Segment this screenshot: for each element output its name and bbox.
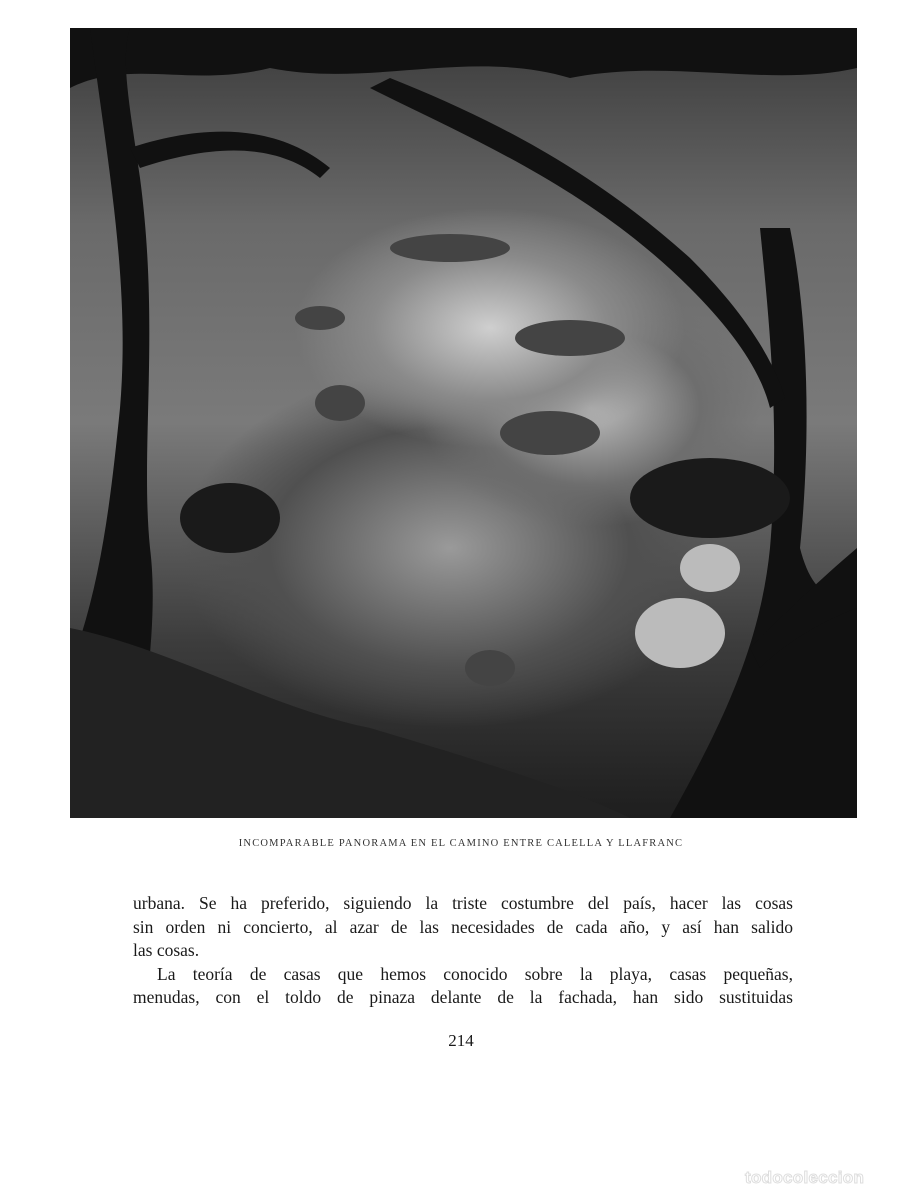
text-line: las cosas. xyxy=(133,940,200,960)
page-number: 214 xyxy=(448,1031,474,1050)
photograph xyxy=(70,28,857,818)
text-line: menudas, con el toldo de pinaza delante de la fachada, han sido sustituidas xyxy=(133,987,793,1007)
photo-caption: INCOMPARABLE PANORAMA EN EL CAMINO ENTRE CALELLA Y LLAFRANC xyxy=(238,838,684,849)
text-line: La teoría de casas que hemos conocido sobre la playa, casas pequeñas, xyxy=(157,963,793,984)
body-text xyxy=(133,892,793,1010)
text-line: sin orden ni concierto, al azar de las necesidades de cada año, y así han salido xyxy=(133,916,793,937)
watermark: todocoleccion xyxy=(745,1168,865,1187)
tree-silhouette-icon xyxy=(70,28,857,818)
text-line: urbana. Se ha preferido, siguiendo la triste costumbre del país, hacer las cosas xyxy=(133,893,793,913)
